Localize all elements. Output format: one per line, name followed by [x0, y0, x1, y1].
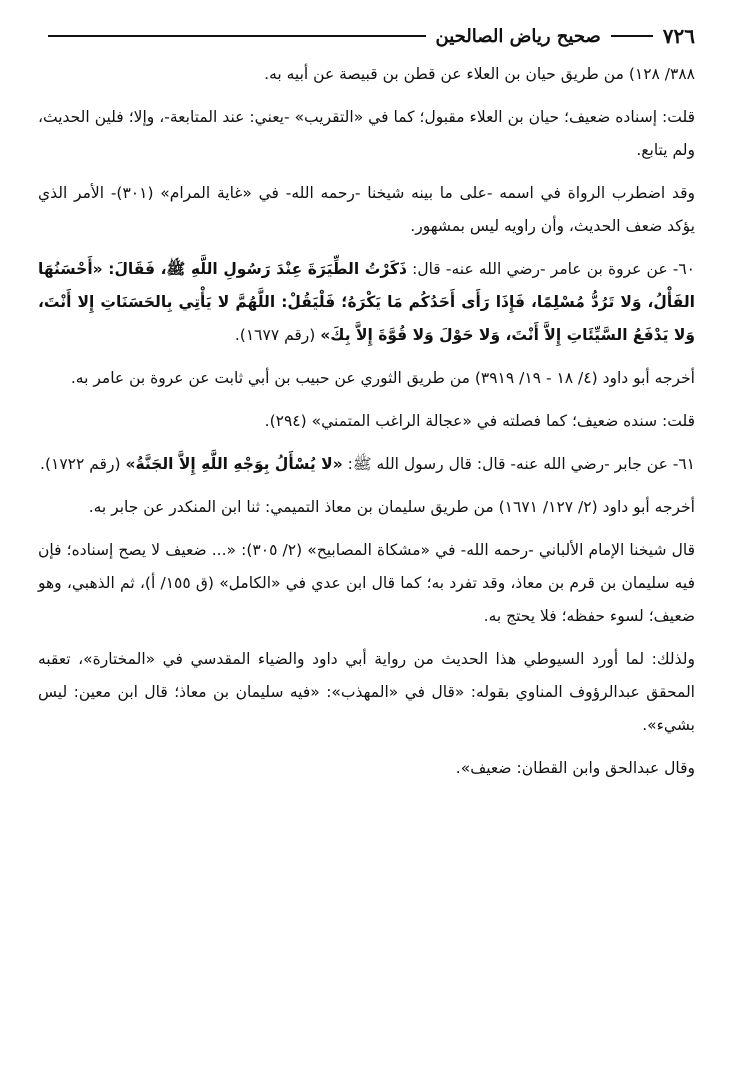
paragraph-8: أخرجه أبو داود (٢/ ١٢٧/ ١٦٧١) من طريق سليمان بن معاذ التميمي: ثنا ابن المنكدر عن جابر به.: [88, 498, 695, 516]
hadith-60: [38, 253, 695, 352]
page-content: [38, 58, 695, 785]
paragraph-3: وقد اضطرب الرواة في اسمه -على ما بينه شيخنا -رحمه الله- في «غاية المرام» (٣٠١)- الأمر الذي يؤكد ضعف الحديث، وأن راويه ليس بمشهور.: [38, 184, 696, 235]
paragraph-9: قال شيخنا الإمام الألباني -رحمه الله- في «مشكاة المصابيح» (٢/ ٣٠٥): «... ضعيف لا يصح إسناده؛ فإن فيه سليمان بن قرم بن معاذ، وقد تفرد به؛ كما قال ابن عدي في «الكامل» (ق ١٥٥/ أ)، ثم الذهبي، وهو ضعيف؛ لسوء حفظه؛ فلا يحتج به.: [38, 541, 695, 625]
header-rule-left: [611, 35, 653, 37]
paragraph-10: ولذلك: لما أورد السيوطي هذا الحديث من رواية أبي داود والضياء المقدسي في «المختارة»، تعقبه المحقق عبدالرؤوف المناوي بقوله: «قال في «المهذب»: «فيه سليمان بن معاذ؛ قال ابن معين: ليس بشيء».: [38, 650, 695, 734]
hadith-60-text: ذَكَرْتُ الطِّيَرَةَ عِنْدَ رَسُولِ اللَّهِ ﷺ، فَقَالَ: «أَحْسَنُهَا الفَأْلُ، وَلا تَرُدُّ مُسْلِمًا، فَإِذَا رَأَى أَحَدُكُم مَا يَكْرَهُ؛ فَلْيَقُلْ: اللَّهُمَّ لا يَأْتِي بِالحَسَنَاتِ إِلا أَنْتَ، وَلا يَدْفَعُ السَّيِّئَاتِ إِلاَّ أَنْتَ، وَلا حَوْلَ وَلا قُوَّةَ إِلاَّ بِكَ»: [38, 260, 695, 344]
hadith-61-intro: ٦١- عن جابر -رضي الله عنه- قال: قال رسول الله ﷺ:: [342, 455, 695, 473]
paragraph-11: وقال عبدالحق وابن القطان: ضعيف».: [455, 759, 695, 777]
page-header: [38, 22, 695, 50]
hadith-61-ref: (رقم ١٧٢٢).: [40, 455, 126, 473]
paragraph-6: قلت: سنده ضعيف؛ كما فصلته في «عجالة الراغب المتمني» (٢٩٤).: [264, 412, 695, 430]
page-number: ٧٢٦: [662, 24, 695, 48]
hadith-60-intro: ٦٠- عن عروة بن عامر -رضي الله عنه- قال:: [406, 260, 695, 278]
hadith-60-ref: (رقم ١٦٧٧).: [234, 326, 321, 344]
paragraph-5: أخرجه أبو داود (٤/ ١٨ - ١٩/ ٣٩١٩) من طريق الثوري عن حبيب بن أبي ثابت عن عروة بن عامر به.: [70, 369, 695, 387]
book-title: صحيح رياض الصالحين: [435, 25, 601, 47]
hadith-61-text: «لا يُسْأَلُ بِوَجْهِ اللَّهِ إِلاَّ الجَنَّةُ»: [125, 455, 343, 473]
paragraph-1: ٣٨٨/ ١٢٨) من طريق حيان بن العلاء عن قطن بن قبيصة عن أبيه به.: [264, 65, 695, 83]
hadith-61: [38, 448, 695, 481]
header-rule-right: [48, 35, 426, 37]
paragraph-2: قلت: إسناده ضعيف؛ حيان بن العلاء مقبول؛ كما في «التقريب» -يعني: عند المتابعة-، وإلا؛ فلين الحديث، ولم يتابع.: [38, 108, 695, 159]
